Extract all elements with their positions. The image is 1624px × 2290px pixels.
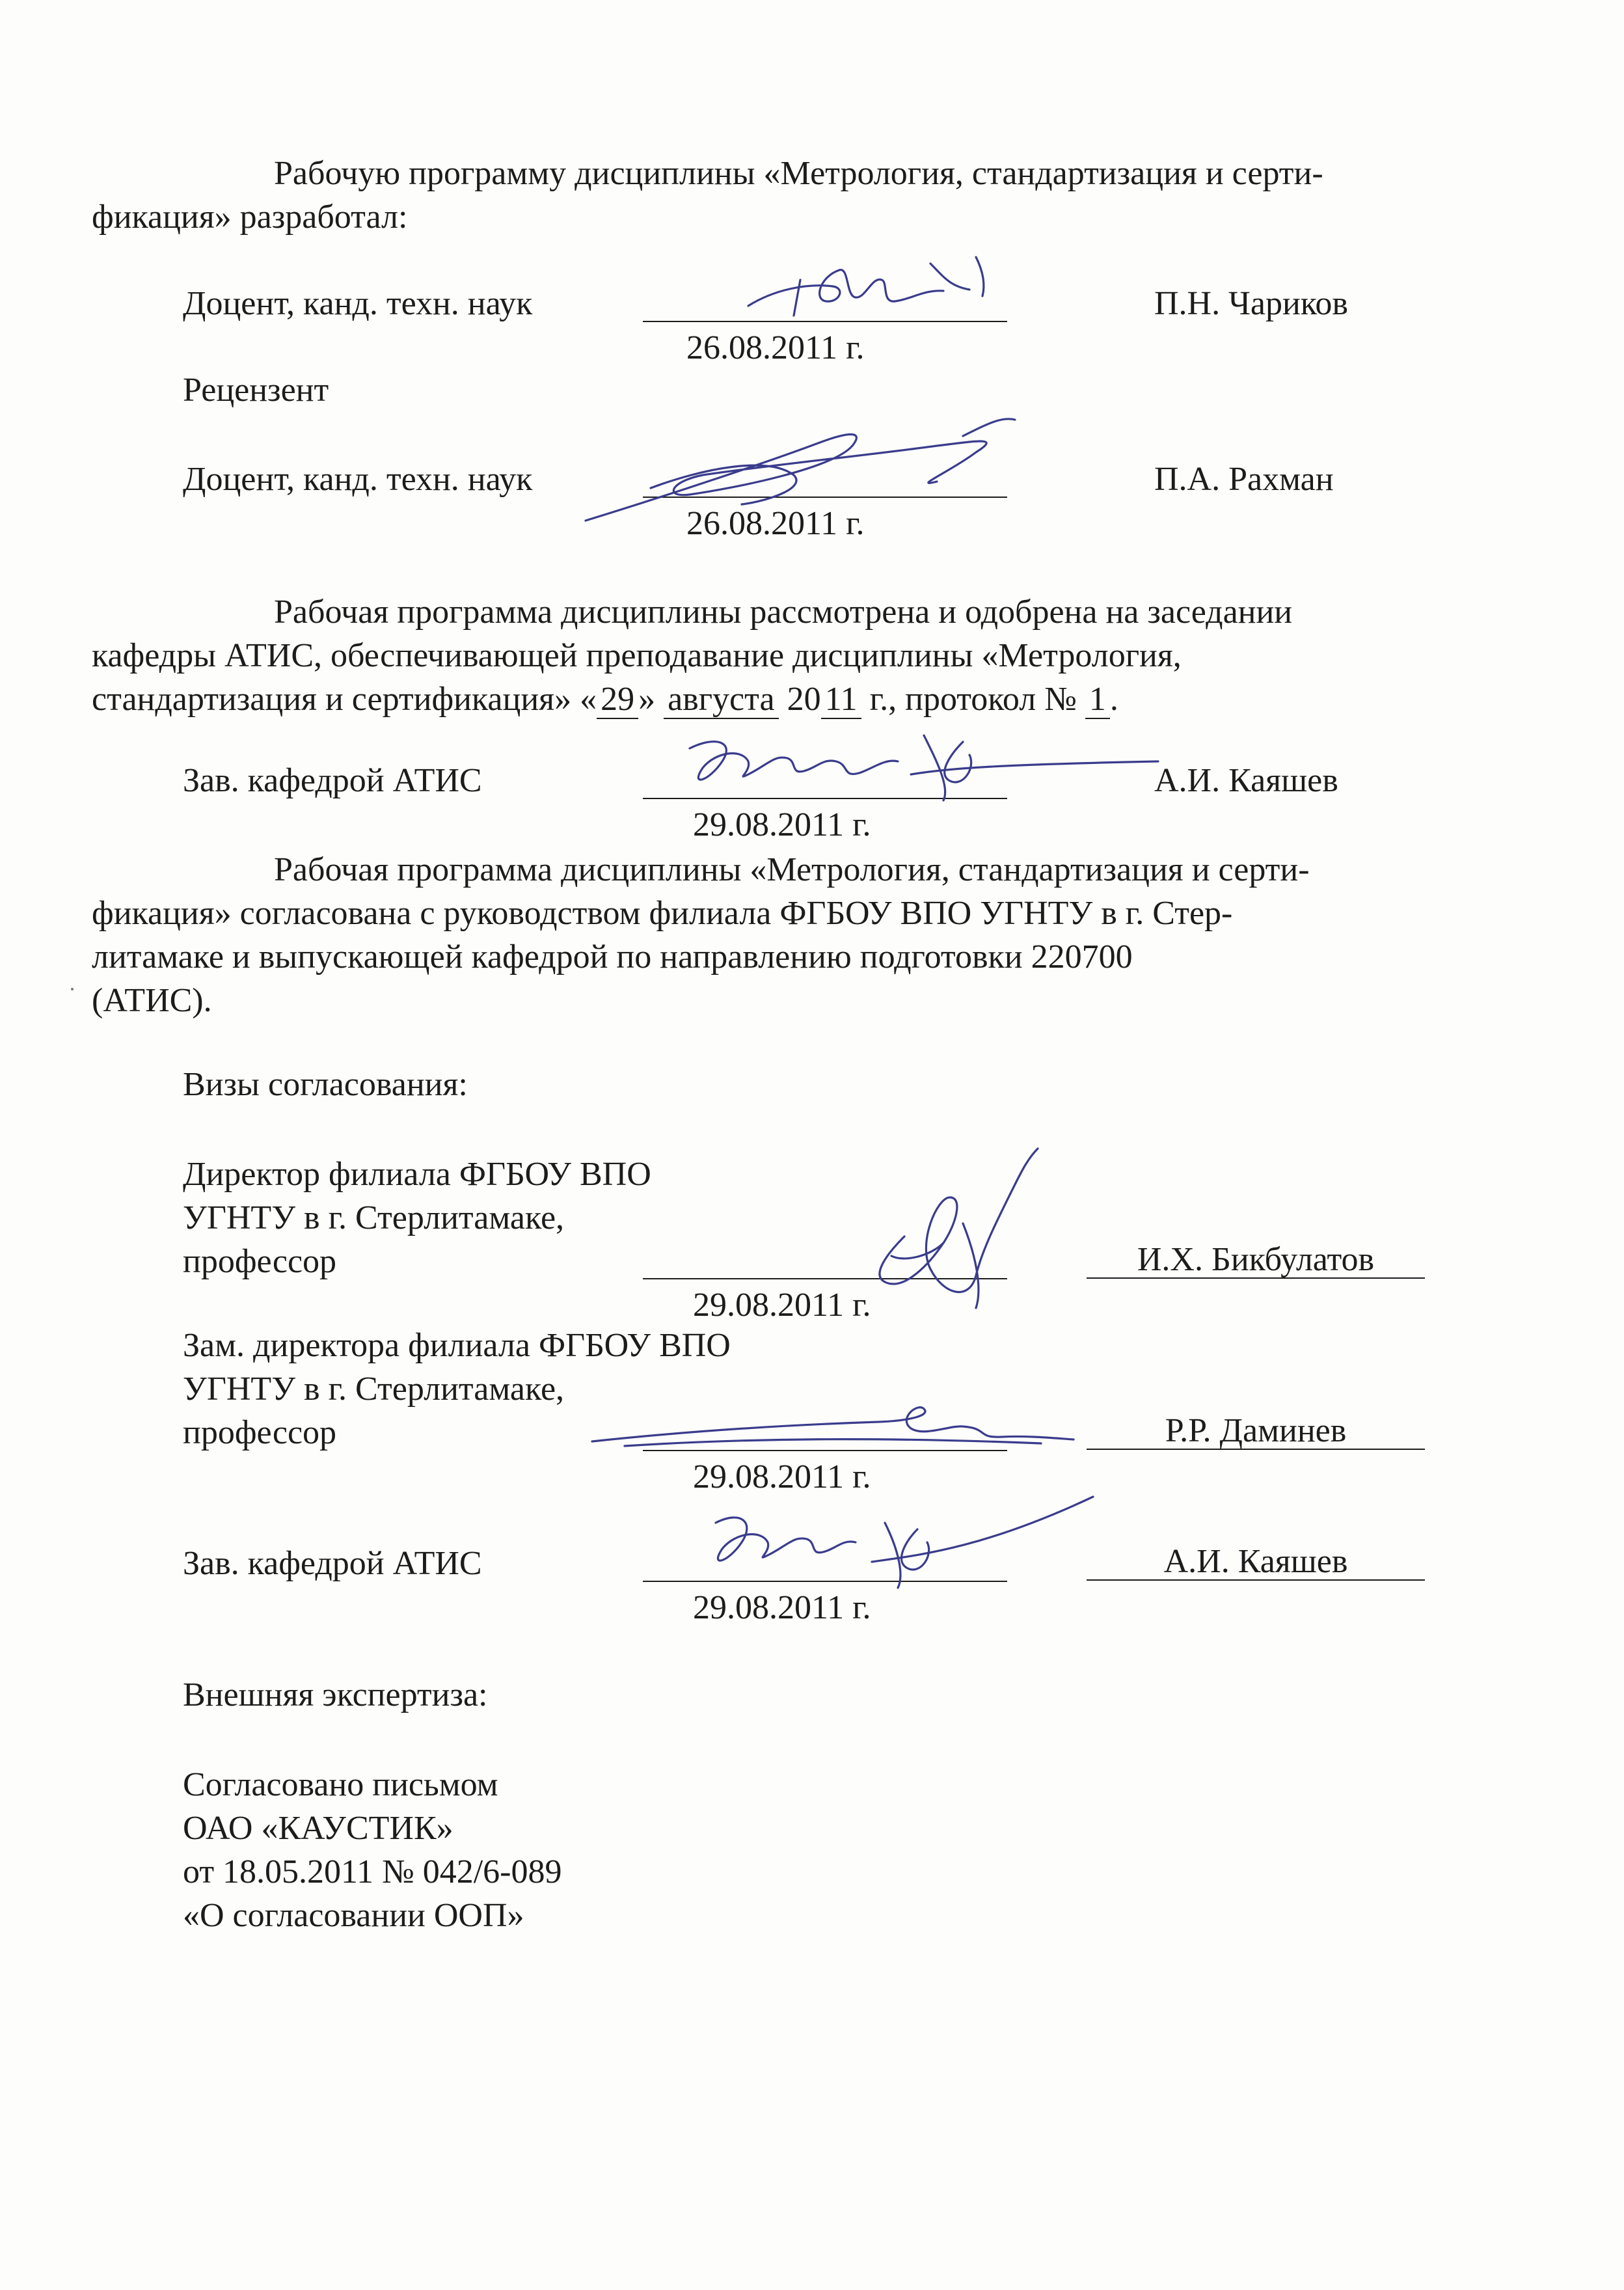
- head2-name: А.И. Каяшев: [1087, 1544, 1425, 1581]
- head1-signature-icon: [677, 722, 1171, 813]
- approval-line-3-prefix: стандартизация и сертификация» «: [92, 681, 597, 718]
- approval-year-prefix: 20: [787, 681, 821, 718]
- deputy-name: Р.Р. Даминев: [1087, 1413, 1425, 1450]
- director-name: И.Х. Бикбулатов: [1087, 1242, 1425, 1279]
- head1-position: Зав. кафедрой АТИС: [183, 762, 482, 799]
- developer-date: 26.08.2011 г.: [686, 329, 865, 366]
- developer-position: Доцент, канд. техн. наук: [183, 285, 533, 322]
- intro-line-2: фикация» разработал:: [92, 198, 408, 236]
- approval-line-1: Рабочая программа дисциплины рассмотрена и одобрена на заседании: [274, 593, 1293, 631]
- approval-day-close: »: [638, 681, 656, 718]
- head2-signature-icon: [690, 1484, 1106, 1594]
- approval-line-3: [92, 681, 1118, 718]
- approval-protocol-label: г., протокол №: [869, 681, 1077, 718]
- approval-line-3-end: .: [1109, 681, 1118, 718]
- visas-heading: Визы согласования:: [183, 1066, 468, 1103]
- agreement-line-4: (АТИС).: [92, 982, 212, 1019]
- intro-line-1: Рабочую программу дисциплины «Метрология, стандартизация и серти-: [274, 155, 1323, 192]
- intro-paragraph: [92, 152, 1487, 239]
- external-line-1: Согласовано письмом: [183, 1766, 498, 1803]
- approval-year-suffix: 11: [821, 681, 861, 719]
- director-line-1: Директор филиала ФГБОУ ВПО: [183, 1156, 651, 1193]
- developer-signature-icon: [735, 251, 995, 322]
- reviewer-heading: Рецензент: [183, 372, 329, 409]
- external-line-3: от 18.05.2011 № 042/6-089: [183, 1853, 562, 1890]
- director-line-3: профессор: [183, 1243, 337, 1280]
- agreement-line-3: литамаке и выпускающей кафедрой по направлению подготовки 220700: [92, 938, 1133, 975]
- reviewer-signature-icon: [573, 410, 1028, 540]
- deputy-line-1: Зам. директора филиала ФГБОУ ВПО: [183, 1327, 731, 1364]
- director-date: 29.08.2011 г.: [693, 1287, 871, 1324]
- head2-date: 29.08.2011 г.: [693, 1589, 871, 1626]
- approval-paragraph: [92, 590, 1487, 721]
- scan-speck: [71, 988, 74, 990]
- deputy-date: 29.08.2011 г.: [693, 1458, 871, 1495]
- approval-protocol-number: 1: [1085, 681, 1110, 719]
- head1-date: 29.08.2011 г.: [693, 806, 871, 843]
- reviewer-date: 26.08.2011 г.: [686, 505, 865, 542]
- deputy-signature-icon: [586, 1393, 1080, 1458]
- deputy-line-3: профессор: [183, 1414, 337, 1451]
- developer-name: П.Н. Чариков: [1154, 285, 1348, 322]
- head2-position: Зав. кафедрой АТИС: [183, 1545, 482, 1582]
- deputy-line-2: УГНТУ в г. Стерлитамаке,: [183, 1370, 565, 1408]
- reviewer-name: П.А. Рахман: [1154, 461, 1334, 498]
- external-heading: Внешняя экспертиза:: [183, 1676, 488, 1713]
- director-signature-icon: [846, 1145, 1067, 1315]
- agreement-line-1: Рабочая программа дисциплины «Метрология, стандартизация и серти-: [274, 851, 1310, 888]
- agreement-line-2: фикация» согласована с руководством филиала ФГБОУ ВПО УГНТУ в г. Стер-: [92, 895, 1233, 932]
- agreement-paragraph: [92, 848, 1487, 1022]
- director-line-2: УГНТУ в г. Стерлитамаке,: [183, 1199, 565, 1236]
- approval-month: августа: [664, 681, 778, 719]
- head1-name: А.И. Каяшев: [1154, 762, 1338, 799]
- external-line-4: «О согласовании ООП»: [183, 1897, 524, 1934]
- reviewer-position: Доцент, канд. техн. наук: [183, 461, 533, 498]
- approval-line-2: кафедры АТИС, обеспечивающей преподавание дисциплины «Метрология,: [92, 637, 1182, 674]
- approval-day: 29: [597, 681, 638, 719]
- external-line-2: ОАО «КАУСТИК»: [183, 1810, 453, 1847]
